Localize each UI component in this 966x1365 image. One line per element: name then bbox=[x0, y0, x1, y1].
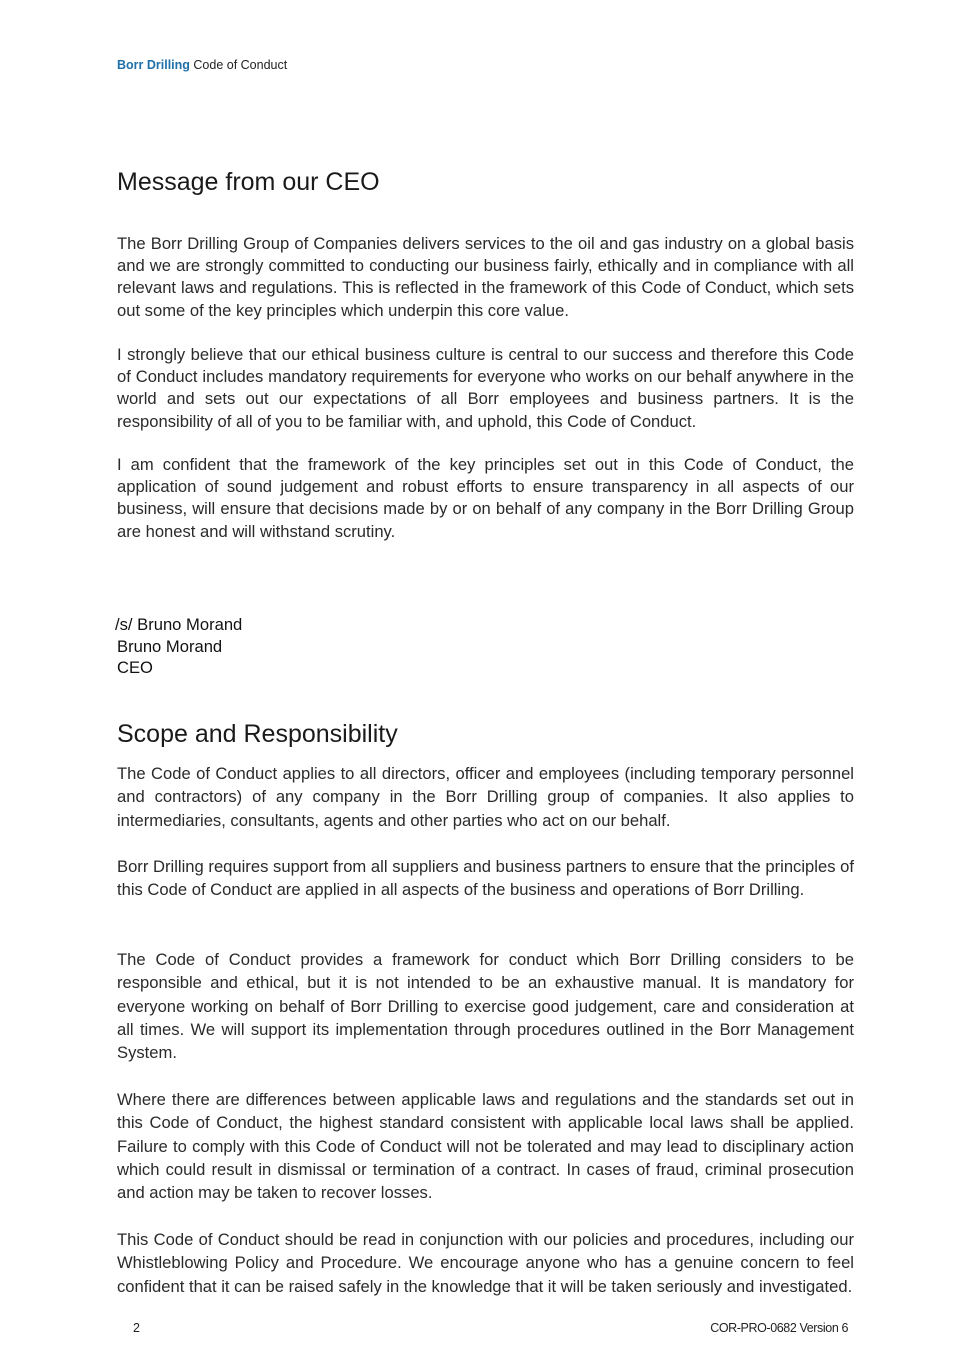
signature-line: /s/ Bruno Morand bbox=[115, 615, 243, 634]
header-title: Code of Conduct bbox=[193, 58, 288, 72]
scope-paragraph-5: This Code of Conduct should be read in conjunction with our policies and procedures, including our Whistleblowing Policy and Procedure. We encourage anyone who has a genuine concern to feel confident that it can be raised safely in the knowledge that it will be taken seriously and investigated. bbox=[117, 1230, 854, 1296]
page-number: 2 bbox=[133, 1321, 140, 1335]
ceo-paragraph-2: I strongly believe that our ethical business culture is central to our success and therefore this Code of Conduct includes mandatory requirements for everyone who works on our behalf anywhere in the world and sets out our expectations of all Borr employees and business partners. It is the responsibility of all of you to be familiar with, and uphold, this Code of Conduct. bbox=[117, 345, 854, 431]
scope-paragraph-4: Where there are differences between applicable laws and regulations and the standards set out in this Code of Conduct, the highest standard consistent with applicable local laws shall be applied. Failure to comply with this Code of Conduct will not be tolerated and may lead to disciplinary action which could result in dismissal or termination of a contract. In cases of fraud, criminal prosecution and action may be taken to recover losses. bbox=[117, 1090, 854, 1203]
signatory-name: Bruno Morand bbox=[117, 636, 223, 656]
header-brand: Borr Drilling bbox=[117, 58, 190, 72]
signatory-title: CEO bbox=[117, 658, 153, 677]
ceo-heading: Message from our CEO bbox=[117, 168, 380, 196]
page-header bbox=[117, 58, 287, 72]
scope-paragraph-3: The Code of Conduct provides a framework for conduct which Borr Drilling considers to be responsible and ethical, but it is not intended to be an exhaustive manual. It is mandatory for everyone working on behalf of Borr Drilling to exercise good judgement, care and consideration at all times. We will support its implementation through procedures outlined in the Borr Management System. bbox=[117, 950, 854, 1063]
scope-heading: Scope and Responsibility bbox=[117, 720, 398, 748]
ceo-signature bbox=[117, 614, 242, 679]
ceo-paragraph-3: I am confident that the framework of the key principles set out in this Code of Conduct, the application of sound judgement and robust efforts to ensure transparency in all aspects of our business, will ensure that decisions made by or on behalf of any company in the Borr Drilling Group are honest and will withstand scrutiny. bbox=[117, 455, 854, 541]
document-id: COR-PRO-0682 Version 6 bbox=[710, 1321, 848, 1335]
ceo-paragraph-1: The Borr Drilling Group of Companies delivers services to the oil and gas industry on a global basis and we are strongly committed to conducting our business fairly, ethically and in compliance with all relevant laws and regulations. This is reflected in the framework of this Code of Conduct, which sets out some of the key principles which underpin this core value. bbox=[117, 234, 854, 320]
scope-paragraph-2: Borr Drilling requires support from all suppliers and business partners to ensure that the principles of this Code of Conduct are applied in all aspects of the business and operations of Borr Drilling. bbox=[117, 857, 854, 900]
scope-paragraph-1: The Code of Conduct applies to all directors, officer and employees (including temporary personnel and contractors) of any company in the Borr Drilling group of companies. It also applies to intermediaries, consultants, agents and other parties who act on our behalf. bbox=[117, 764, 854, 830]
